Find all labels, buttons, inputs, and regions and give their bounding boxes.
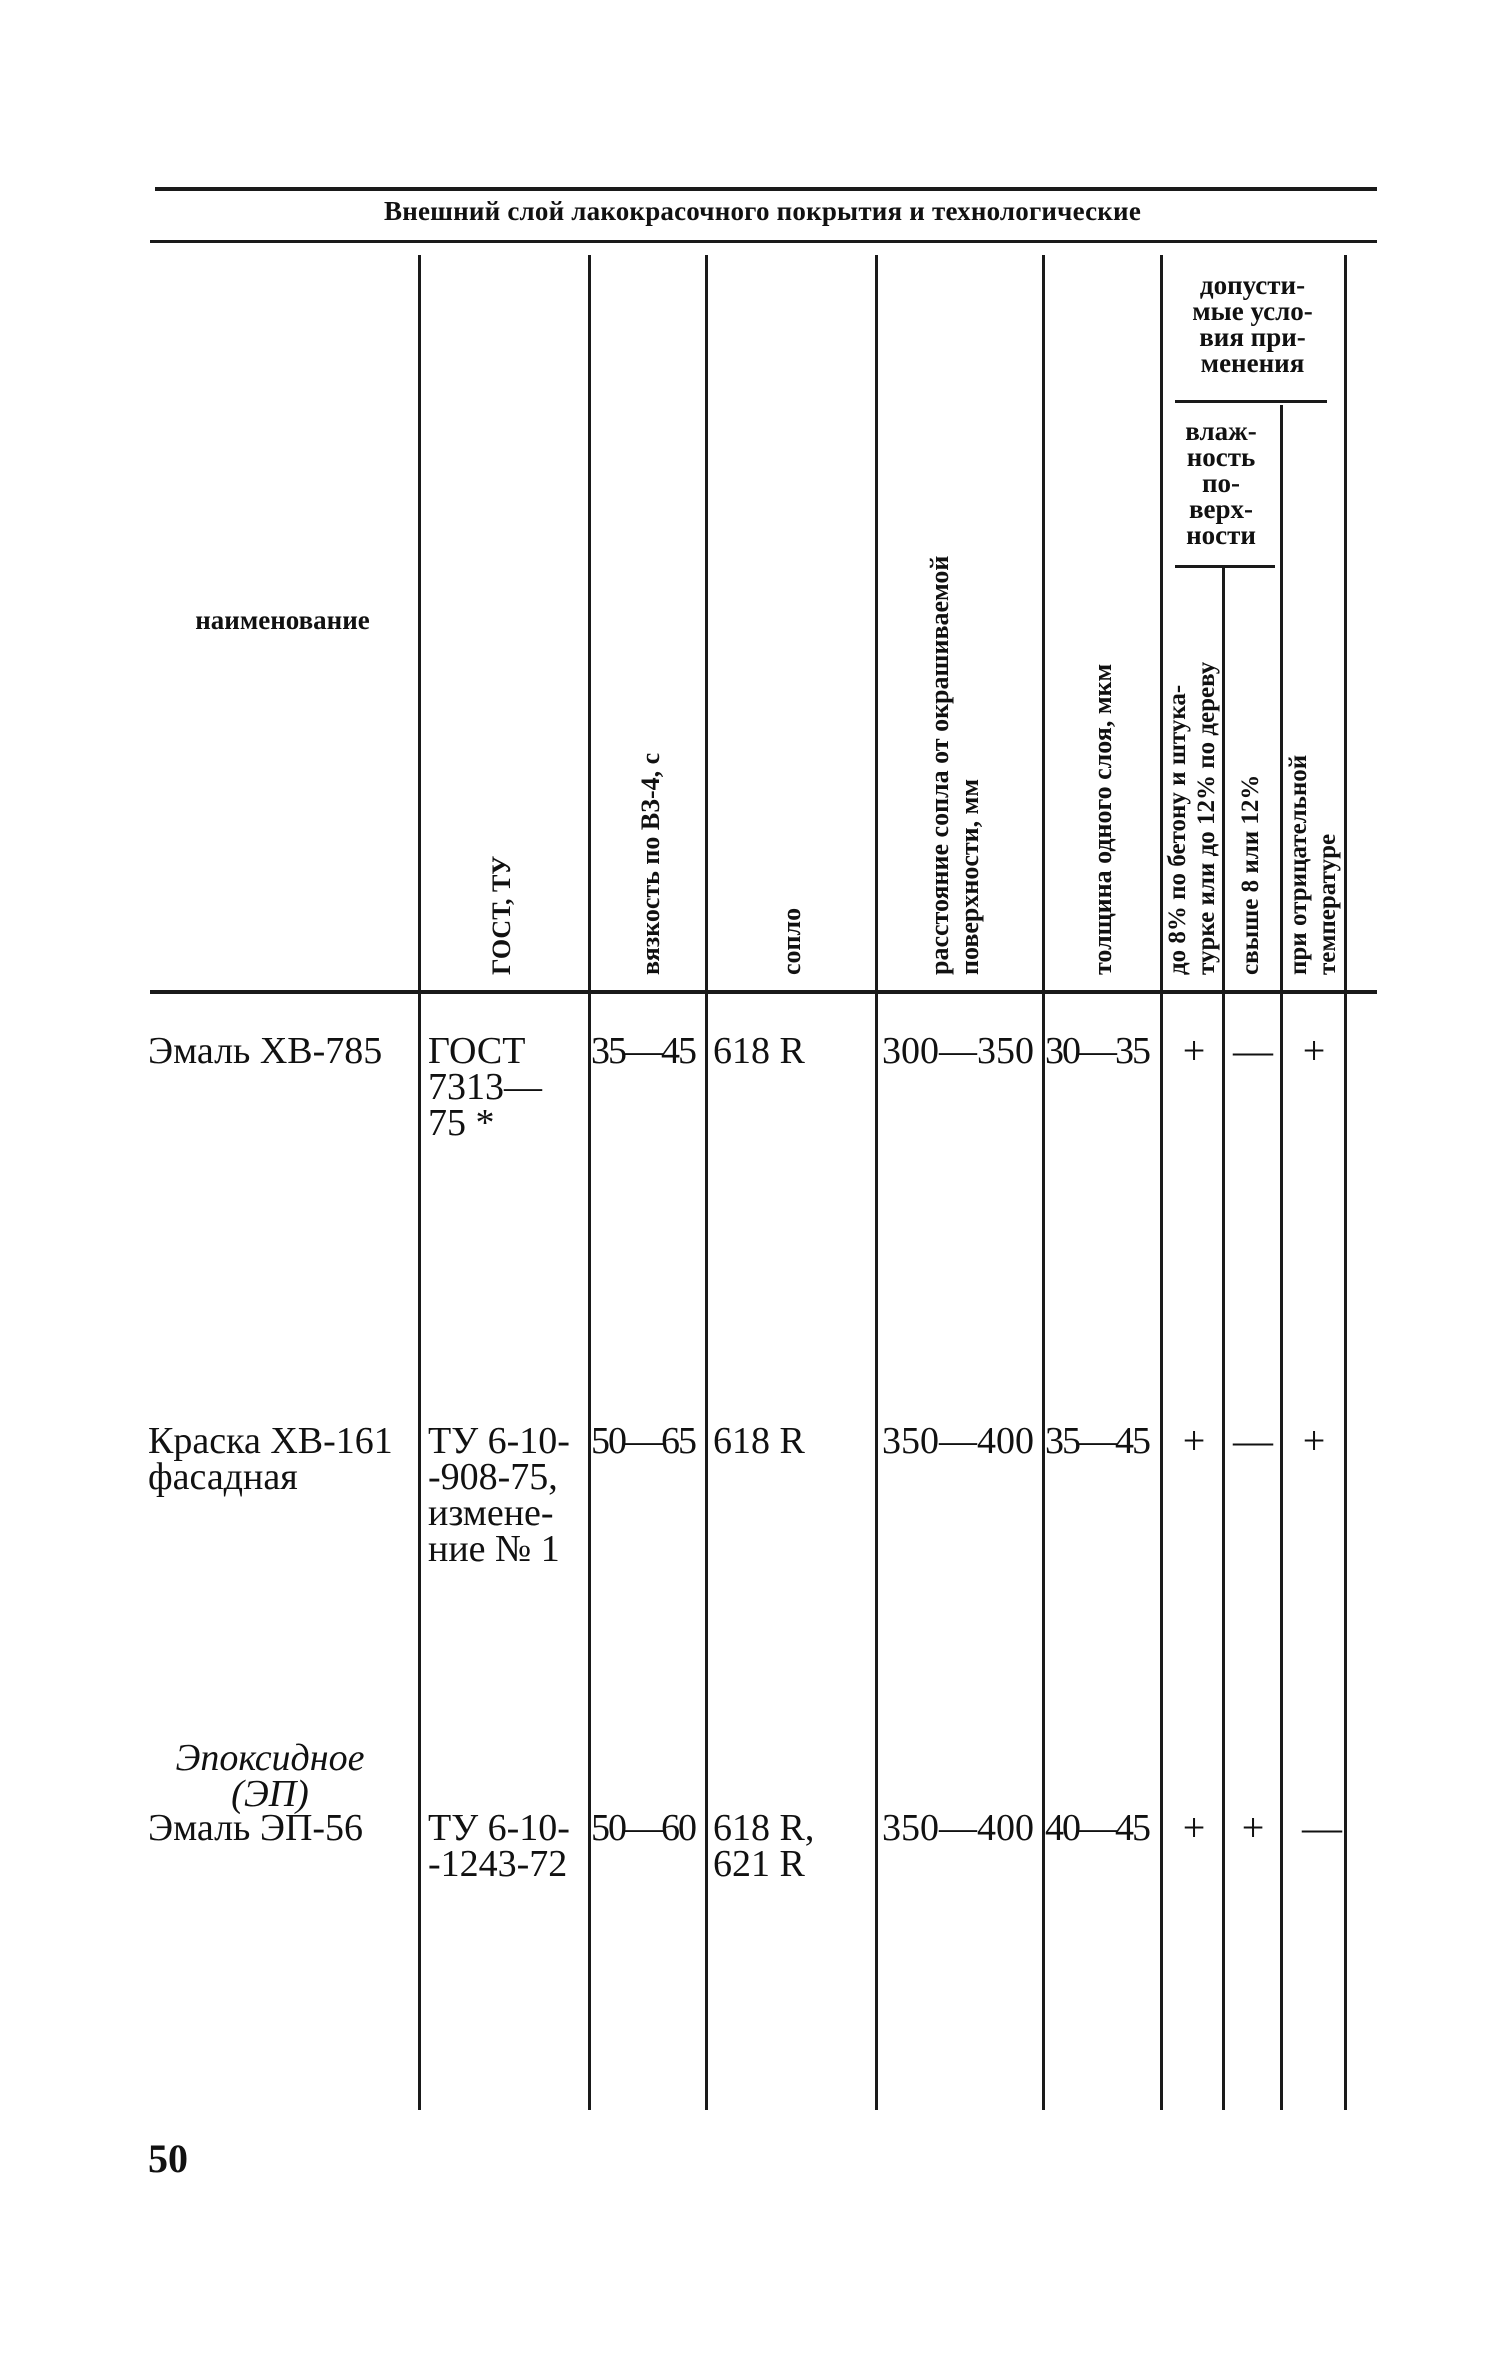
row-gost-line: ТУ 6-10- — [428, 1420, 570, 1462]
header-humidity-line: влаж- — [1185, 416, 1257, 446]
row-negative-temp: + — [1302, 1028, 1326, 1073]
group-heading — [150, 1737, 390, 1815]
row-name-line: фасадная — [148, 1456, 298, 1498]
header-humidity-low-line2: турке или до 12% по дереву — [1193, 661, 1220, 975]
row-distance: 350—400 — [882, 1807, 1034, 1849]
header-bottom-rule — [150, 990, 1377, 994]
row-humidity-low: + — [1182, 1418, 1206, 1463]
header-conditions-line: менения — [1200, 348, 1305, 378]
row-gost-line: измене- — [428, 1492, 554, 1534]
header-gost-label: ГОСТ, ТУ — [487, 855, 516, 975]
table-caption: Внешний слой лакокрасочного покрытия и технологические — [383, 196, 1142, 226]
row-gost-line: ТУ 6-10- — [428, 1807, 570, 1849]
header-negative-temp-line2: температуре — [1314, 833, 1341, 975]
header-humidity-high-label: свыше 8 или 12% — [1237, 774, 1264, 975]
row-humidity-low: + — [1182, 1028, 1206, 1073]
row-gost-line: -908-75, — [428, 1456, 558, 1498]
header-humidity-line: по- — [1201, 468, 1241, 498]
header-conditions-line: мые усло- — [1192, 296, 1313, 326]
row-distance: 350—400 — [882, 1420, 1034, 1462]
group-heading-line: Эпоксидное — [175, 1737, 365, 1779]
header-humidity-low — [1163, 662, 1221, 975]
header-humidity-line: ность — [1186, 442, 1256, 472]
conditions-rule — [1175, 400, 1327, 403]
header-negative-temp-line1: при отрицательной — [1285, 754, 1312, 975]
row-name-line: Эмаль ХВ-785 — [148, 1030, 383, 1072]
header-nozzle-label: сопло — [777, 907, 806, 975]
header-conditions — [1165, 272, 1340, 376]
row-gost-line: ГОСТ — [428, 1030, 526, 1072]
col-sep-6 — [1160, 255, 1163, 2110]
header-distance — [925, 556, 985, 975]
row-gost-line: -1243-72 — [428, 1843, 568, 1885]
row-name — [148, 1030, 383, 1072]
row-humidity-high: — — [1233, 1418, 1273, 1463]
header-name-label: наименование — [195, 605, 370, 635]
row-nozzle — [713, 1807, 815, 1885]
header-thickness — [1088, 664, 1118, 975]
row-name — [148, 1420, 393, 1498]
col-sep-7 — [1222, 568, 1225, 2110]
col-sep-1 — [418, 255, 421, 2110]
header-humidity-line: ности — [1186, 520, 1256, 550]
row-thickness: 40—45 — [1045, 1807, 1149, 1849]
header-conditions-line: допусти- — [1199, 270, 1306, 300]
header-distance-line1: расстояние сопла от окрашиваемой — [925, 555, 954, 975]
row-name-line: Эмаль ЭП-56 — [148, 1807, 364, 1849]
col-sep-8 — [1280, 405, 1283, 2110]
row-thickness: 30—35 — [1045, 1030, 1149, 1072]
header-humidity-high — [1236, 775, 1266, 975]
row-humidity-high: — — [1233, 1028, 1273, 1073]
row-gost-line: 7313— — [428, 1066, 542, 1108]
header-thickness-label: толщина одного слоя, мкм — [1088, 663, 1117, 975]
header-nozzle — [777, 908, 807, 975]
row-viscosity: 35—45 — [591, 1030, 695, 1072]
row-gost-line: ние № 1 — [428, 1528, 560, 1570]
header-name — [150, 605, 415, 636]
row-thickness: 35—45 — [1045, 1420, 1149, 1462]
row-gost — [428, 1420, 570, 1570]
row-nozzle-line: 618 R — [713, 1030, 805, 1072]
row-viscosity: 50—60 — [591, 1807, 695, 1849]
row-name-line: Краска ХВ-161 — [148, 1420, 393, 1462]
header-humidity-low-line1: до 8% по бетону и штука- — [1164, 684, 1191, 975]
group-heading-line: (ЭП) — [231, 1773, 309, 1815]
caption-rule — [150, 240, 1377, 243]
row-nozzle-line: 621 R — [713, 1843, 805, 1885]
header-humidity-line: верх- — [1188, 494, 1254, 524]
top-rule — [155, 187, 1377, 191]
header-distance-line2: поверхности, мм — [955, 778, 984, 975]
row-nozzle — [713, 1030, 805, 1072]
row-gost-line: 75 * — [428, 1102, 495, 1144]
row-gost — [428, 1807, 570, 1885]
header-conditions-line: вия при- — [1199, 322, 1306, 352]
humidity-rule — [1175, 565, 1275, 568]
header-viscosity — [636, 753, 666, 975]
col-sep-4 — [875, 255, 878, 2110]
row-negative-temp: + — [1302, 1418, 1326, 1463]
row-nozzle-line: 618 R — [713, 1420, 805, 1462]
row-nozzle — [713, 1420, 805, 1462]
row-nozzle-line: 618 R, — [713, 1807, 815, 1849]
row-name — [148, 1807, 364, 1849]
row-viscosity: 50—65 — [591, 1420, 695, 1462]
page-number: 50 — [148, 2136, 188, 2181]
header-viscosity-label: вязкость по ВЗ-4, с — [636, 752, 665, 975]
row-humidity-low: + — [1182, 1805, 1206, 1850]
col-sep-3 — [705, 255, 708, 2110]
row-negative-temp: — — [1302, 1805, 1342, 1850]
row-distance: 300—350 — [882, 1030, 1034, 1072]
header-humidity — [1165, 418, 1277, 548]
row-humidity-high: + — [1241, 1805, 1265, 1850]
header-gost — [487, 856, 517, 975]
header-negative-temp — [1284, 755, 1342, 975]
row-gost — [428, 1030, 542, 1144]
